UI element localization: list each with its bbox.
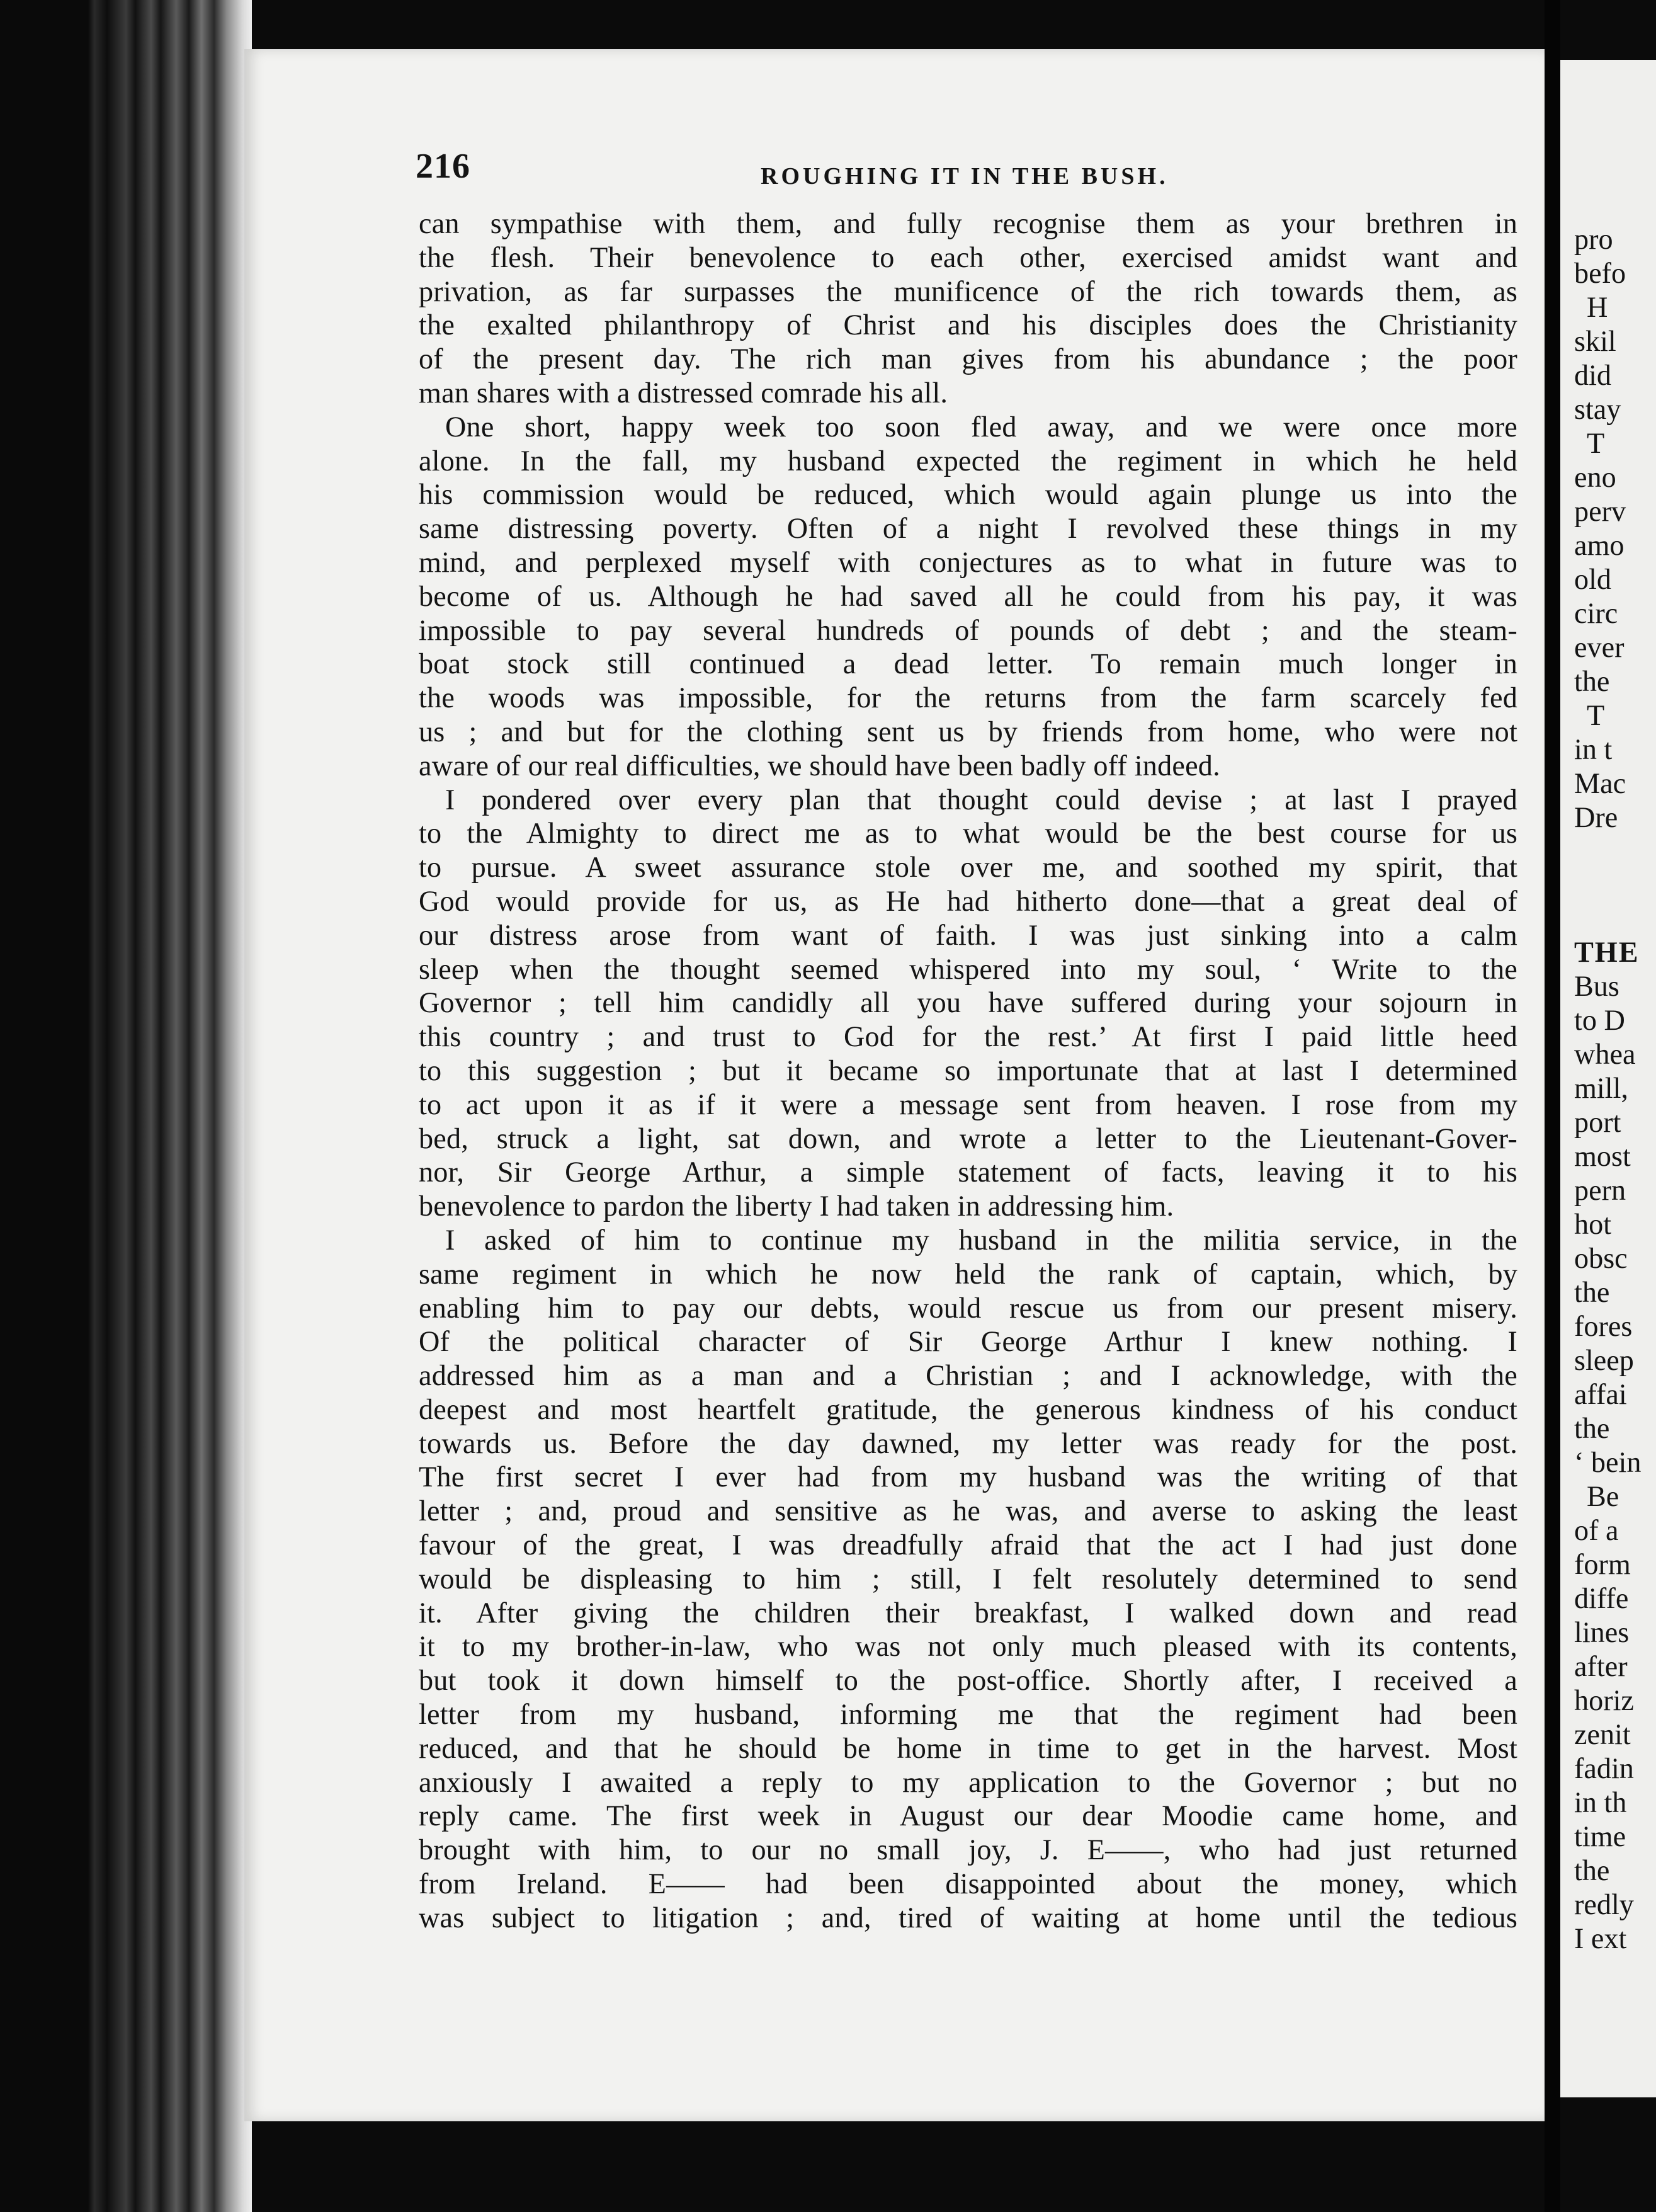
facing-page-fragment: amo xyxy=(1574,529,1625,561)
text-line: sleep when the thought seemed whispered into my soul, ‘ Write to the xyxy=(419,952,1517,985)
text-line: man shares with a distressed comrade his all. xyxy=(419,376,948,409)
facing-page-fragment: pern xyxy=(1574,1174,1626,1206)
running-head: ROUGHING IT IN THE BUSH. xyxy=(761,163,1169,190)
facing-page-fragment: the xyxy=(1574,1276,1610,1308)
text-line: his commission would be reduced, which would again plunge us into the xyxy=(419,478,1517,511)
facing-page-fragment: THE xyxy=(1574,936,1640,968)
facing-page-fragment: Bus xyxy=(1574,970,1619,1002)
text-line: nor, Sir George Arthur, a simple statement of facts, leaving it to his xyxy=(419,1156,1517,1189)
text-line: become of us. Although he had saved all he could from his pay, it was xyxy=(419,579,1517,612)
text-line: same regiment in which he now held the rank of captain, which, by xyxy=(419,1257,1517,1290)
text-line: us ; and but for the clothing sent us by friends from home, who were not xyxy=(419,715,1517,748)
facing-page-fragment: affai xyxy=(1574,1378,1627,1410)
facing-page-fragment: of a xyxy=(1574,1514,1619,1546)
facing-page-fragment: the xyxy=(1574,1854,1610,1886)
text-line: to act upon it as if it were a message sent from heaven. I rose from my xyxy=(419,1088,1517,1120)
facing-page-fragment: Dre xyxy=(1574,801,1618,833)
text-line: God would provide for us, as He had hitherto done—that a great deal of xyxy=(419,884,1517,917)
text-line: from Ireland. E—— had been disappointed about the money, which xyxy=(419,1867,1517,1900)
text-line: mind, and perplexed myself with conjectures as to what in future was to xyxy=(419,545,1517,578)
facing-page-fragment: time xyxy=(1574,1820,1626,1852)
text-line: to this suggestion ; but it became so importunate that at last I determined xyxy=(419,1054,1517,1086)
facing-page-fragment: horiz xyxy=(1574,1684,1634,1716)
text-line: aware of our real difficulties, we should have been badly off indeed. xyxy=(419,749,1220,782)
facing-page-fragment: H xyxy=(1587,291,1608,323)
text-line: boat stock still continued a dead letter. To remain much longer in xyxy=(419,647,1517,680)
text-line: was subject to litigation ; and, tired of waiting at home until the tedious xyxy=(419,1901,1517,1934)
text-line: impossible to pay several hundreds of pounds of debt ; and the steam- xyxy=(419,613,1517,646)
text-line: towards us. Before the day dawned, my letter was ready for the post. xyxy=(419,1427,1517,1459)
text-line: I pondered over every plan that thought could devise ; at last I prayed xyxy=(445,783,1517,816)
text-line: letter ; and, proud and sensitive as he was, and averse to asking the least xyxy=(419,1495,1517,1527)
text-line: to the Almighty to direct me as to what would be the best course for us xyxy=(419,817,1517,850)
facing-page-fragment: fadin xyxy=(1574,1752,1634,1784)
text-line: the flesh. Their benevolence to each other, exercised amidst want and xyxy=(419,241,1517,273)
text-line: deepest and most heartfelt gratitude, the generous kindness of his conduct xyxy=(419,1393,1517,1425)
facing-page-fragment: did xyxy=(1574,359,1612,391)
text-line: same distressing poverty. Often of a night I revolved these things in my xyxy=(419,512,1517,545)
facing-page-fragment: old xyxy=(1574,563,1612,595)
facing-page-fragment: ever xyxy=(1574,631,1625,663)
facing-page-fragment: diffe xyxy=(1574,1582,1629,1614)
text-line: this country ; and trust to God for the rest.’ At first I paid little heed xyxy=(419,1020,1517,1053)
text-line: favour of the great, I was dreadfully afraid that the act I had just done xyxy=(419,1529,1517,1561)
text-line: our distress arose from want of faith. I was just sinking into a calm xyxy=(419,918,1517,951)
text-line: to pursue. A sweet assurance stole over me, and soothed my spirit, that xyxy=(419,851,1517,884)
text-line: it to my brother-in-law, who was not only much pleased with its contents, xyxy=(419,1630,1517,1663)
text-line: reply came. The first week in August our dear Moodie came home, and xyxy=(419,1799,1517,1832)
facing-page-fragment: ‘ bein xyxy=(1574,1446,1642,1478)
facing-page-fragment: circ xyxy=(1574,597,1618,629)
facing-page-fragment: to D xyxy=(1574,1004,1625,1036)
facing-page-fragment: T xyxy=(1587,427,1605,459)
facing-page-fragment: I ext xyxy=(1574,1922,1627,1954)
text-line: The first secret I ever had from my husband was the writing of that xyxy=(419,1461,1517,1493)
facing-page-fragment: after xyxy=(1574,1650,1628,1682)
page-number: 216 xyxy=(416,147,470,186)
facing-page xyxy=(1560,60,1656,2097)
body-text xyxy=(419,207,1517,1935)
page-gutter xyxy=(1545,0,1560,2212)
facing-page-fragment: perv xyxy=(1574,495,1626,527)
text-line: the woods was impossible, for the returns from the farm scarcely fed xyxy=(419,681,1517,714)
facing-page-fragment: mill, xyxy=(1574,1072,1628,1104)
facing-page-fragment: lines xyxy=(1574,1616,1630,1648)
text-line: enabling him to pay our debts, would rescue us from our present misery. xyxy=(419,1291,1517,1324)
facing-page-fragment: the xyxy=(1574,1412,1610,1444)
text-line: the exalted philanthropy of Christ and his disciples does the Christianity xyxy=(419,309,1517,341)
facing-page-fragment: in t xyxy=(1574,733,1613,765)
facing-page-fragment: eno xyxy=(1574,461,1616,493)
facing-page-fragment: port xyxy=(1574,1106,1621,1138)
text-line: Of the political character of Sir George Arthur I knew nothing. I xyxy=(419,1325,1517,1358)
facing-page-fragment: fores xyxy=(1574,1310,1633,1342)
text-line: reduced, and that he should be home in time to get in the harvest. Most xyxy=(419,1731,1517,1764)
text-line: I asked of him to continue my husband in the militia service, in the xyxy=(445,1223,1517,1256)
facing-page-fragment: skil xyxy=(1574,325,1616,357)
book-page-edges xyxy=(0,0,252,2212)
facing-page-fragment: zenit xyxy=(1574,1718,1631,1750)
facing-page-fragment: most xyxy=(1574,1140,1631,1172)
facing-page-fragment: the xyxy=(1574,665,1610,697)
facing-page-fragment: Be xyxy=(1587,1480,1619,1512)
text-line: alone. In the fall, my husband expected the regiment in which he held xyxy=(419,444,1517,477)
text-line: bed, struck a light, sat down, and wrote a letter to the Lieutenant-Gover- xyxy=(419,1122,1517,1154)
text-line: benevolence to pardon the liberty I had taken in addressing him. xyxy=(419,1190,1174,1223)
facing-page-fragment: Mac xyxy=(1574,767,1626,799)
facing-page-fragment: hot xyxy=(1574,1208,1612,1240)
facing-page-fragment: obsc xyxy=(1574,1242,1628,1274)
text-line: would be displeasing to him ; still, I felt resolutely determined to send xyxy=(419,1562,1517,1595)
facing-page-fragment: in th xyxy=(1574,1786,1627,1818)
text-line: privation, as far surpasses the munificence of the rich towards them, as xyxy=(419,275,1517,307)
text-line: it. After giving the children their breakfast, I walked down and read xyxy=(419,1596,1517,1629)
facing-page-fragment: pro xyxy=(1574,223,1613,255)
text-line: but took it down himself to the post-office. Shortly after, I received a xyxy=(419,1664,1517,1697)
text-line: of the present day. The rich man gives from his abundance ; the poor xyxy=(419,343,1517,375)
text-line: letter from my husband, informing me that the regiment had been xyxy=(419,1698,1517,1731)
facing-page-fragment: whea xyxy=(1574,1038,1636,1070)
text-line: anxiously I awaited a reply to my application to the Governor ; but no xyxy=(419,1765,1517,1798)
text-line: One short, happy week too soon fled away, and we were once more xyxy=(445,410,1517,443)
text-line: addressed him as a man and a Christian ; and I acknowledge, with the xyxy=(419,1359,1517,1392)
facing-page-fragment: form xyxy=(1574,1548,1631,1580)
facing-page-fragment: befo xyxy=(1574,257,1626,289)
text-line: Governor ; tell him candidly all you have suffered during your sojourn in xyxy=(419,986,1517,1019)
facing-page-fragment: redly xyxy=(1574,1888,1634,1920)
text-line: brought with him, to our no small joy, J. E——, who had just returned xyxy=(419,1833,1517,1866)
facing-page-fragment: stay xyxy=(1574,393,1621,425)
text-line: can sympathise with them, and fully recognise them as your brethren in xyxy=(419,207,1517,239)
facing-page-fragment: sleep xyxy=(1574,1344,1634,1376)
facing-page-fragment: T xyxy=(1587,699,1605,731)
